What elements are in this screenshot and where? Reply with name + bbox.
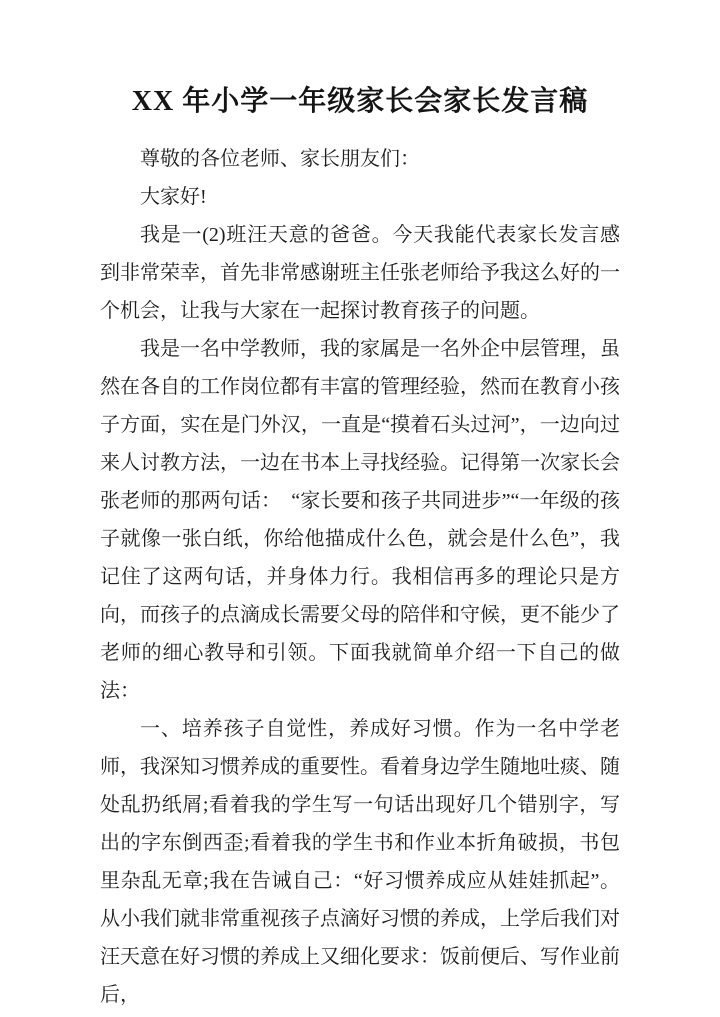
- paragraph-introduction: 我是一(2)班汪天意的爸爸。今天我能代表家长发言感到非常荣幸，首先非常感谢班主任张老师给予我这么好的一个机会，让我与大家在一起探讨教育孩子的问题。: [100, 224, 620, 322]
- paragraph-point-one: 一、培养孩子自觉性，养成好习惯。作为一名中学老师，我深知习惯养成的重要性。看着身边学生随地吐痰、随处乱扔纸屑;看着我的学生写一句话出现好几个错别字，写出的字东倒西歪;看着我的学生书和作业本折角破损，书包里杂乱无章;我在告诫自己：“好习惯养成应从娃娃抓起”。从小我们就非常重视孩子点滴好习惯的养成，上学后我们对汪天意在好习惯的养成上又细化要求：饭前便后、写作业前后，: [100, 718, 620, 1006]
- document-body: [100, 140, 620, 1014]
- paragraph-salutation: 尊敬的各位老师、家长朋友们：: [140, 148, 420, 170]
- document-title: XX 年小学一年级家长会家长发言稿: [131, 86, 589, 117]
- paragraph-greeting: 大家好!: [140, 186, 207, 208]
- paragraph-background: 我是一名中学教师，我的家属是一名外企中层管理，虽然在各自的工作岗位都有丰富的管理经验，然而在教育小孩子方面，实在是门外汉，一直是“摸着石头过河”，一边向过来人讨教方法，一边在书本上寻找经验。记得第一次家长会张老师的那两句话： “家长要和孩子共同进步”“一年级的孩子就像一张白纸，你给他描成什么色，就会是什么色”，我记住了这两句话，并身体力行。我相信再多的理论只是方向，而孩子的点滴成长需要父母的陪伴和守候，更不能少了老师的细心教导和引领。下面我就简单介绍一下自己的做法：: [100, 338, 620, 702]
